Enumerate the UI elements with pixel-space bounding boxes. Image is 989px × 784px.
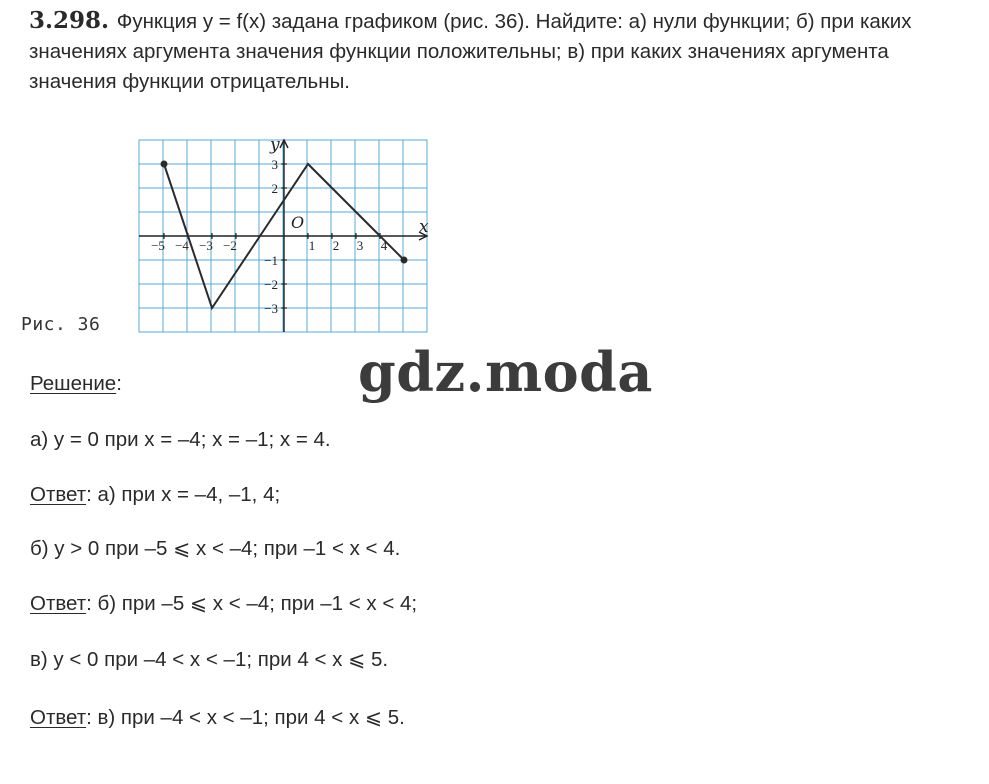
y-tick-label: 3: [271, 157, 278, 172]
answer-b: [30, 592, 417, 616]
solution-b: б) y > 0 при –5 ⩽ x < –4; при –1 < x < 4.: [30, 537, 401, 560]
solution-heading: Решение:: [30, 372, 122, 395]
problem-number: 3.298.: [29, 7, 110, 34]
answer-label: Ответ: [30, 706, 87, 729]
solution-a: а) y = 0 при x = –4; x = –1; x = 4.: [30, 428, 331, 451]
x-tick-label: −3: [199, 238, 213, 253]
answer-label: Ответ: [30, 483, 87, 506]
function-graph: [20, 126, 440, 346]
y-tick-label: −3: [264, 301, 278, 316]
answer-c-text: : в) при –4 < x < –1; при 4 < x ⩽ 5.: [86, 706, 405, 729]
answer-a-text: : а) при x = –4, –1, 4;: [86, 483, 281, 506]
y-tick-label: −1: [264, 253, 278, 268]
answer-a: [30, 483, 280, 507]
problem-text: Функция y = f(x) задана графиком (рис. 36). Найдите: а) нули функции; б) при каких значениях аргумента значения функции положительны; в) при каких значениях аргумента значения функции отрицательны.: [29, 10, 912, 93]
origin-label: O: [291, 213, 305, 232]
answer-c: [30, 706, 405, 730]
solution-heading-text: Решение: [30, 372, 117, 395]
x-tick-label: −4: [175, 238, 189, 253]
watermark: gdz.moda: [358, 340, 653, 404]
x-tick-label: 1: [308, 238, 316, 253]
graph-endpoint: [401, 257, 408, 264]
y-axis-label: y: [270, 135, 280, 155]
y-tick-label: −2: [264, 277, 278, 292]
x-tick-label: −2: [223, 238, 237, 253]
function-graph-figure: [20, 126, 440, 346]
y-tick-label: 2: [271, 181, 278, 196]
x-axis-label: x: [419, 217, 429, 237]
answer-b-text: : б) при –5 ⩽ x < –4; при –1 < x < 4;: [86, 592, 418, 615]
x-tick-label: 2: [332, 238, 340, 253]
graph-endpoint: [161, 161, 168, 168]
x-tick-label: 4: [380, 238, 388, 253]
x-tick-label: −5: [151, 238, 165, 253]
answer-label: Ответ: [30, 592, 87, 615]
x-tick-label: 3: [356, 238, 364, 253]
solution-c: в) y < 0 при –4 < x < –1; при 4 < x ⩽ 5.: [30, 648, 389, 671]
figure-caption: Рис. 36: [21, 314, 101, 335]
problem-statement: [29, 6, 979, 97]
